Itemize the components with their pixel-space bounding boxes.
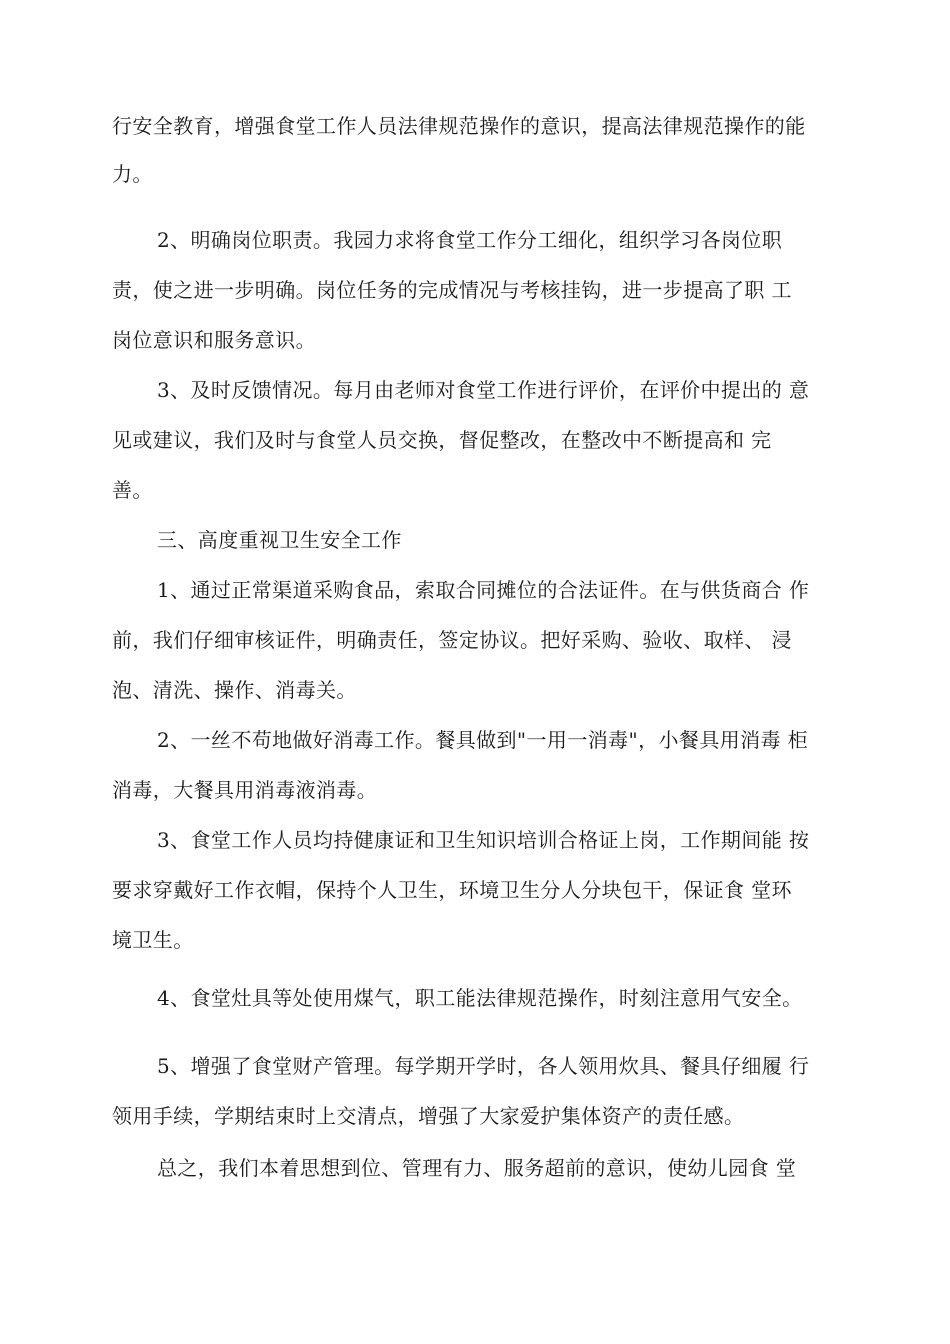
section-heading: 三、高度重视卫生安全工作 [157,528,402,552]
paragraph-line: 要求穿戴好工作衣帽，保持个人卫生，环境卫生分人分块包干，保证食 堂环 [112,878,792,902]
paragraph-line: 见或建议，我们及时与食堂人员交换，督促整改，在整改中不断提高和 完 [112,428,772,452]
paragraph-line: 3、食堂工作人员均持健康证和卫生知识培训合格证上岗，工作期间能 按 [157,828,810,852]
paragraph-line: 消毒，大餐具用消毒液消毒。 [112,778,378,802]
paragraph-line: 4、食堂灶具等处使用煤气，职工能法律规范操作，时刻注意用气安全。 [157,986,803,1010]
paragraph-line: 2、明确岗位职责。我园力求将食堂工作分工细化，组织学习各岗位职 [157,228,783,252]
paragraph-line: 1、通过正常渠道采购食品，索取合同摊位的合法证件。在与供货商合 作 [157,578,810,602]
paragraph-line: 行安全教育，增强食堂工作人员法律规范操作的意识，提高法律规范操作的能 [112,114,806,138]
paragraph-line: 3、及时反馈情况。每月由老师对食堂工作进行评价，在评价中提出的 意 [157,378,810,402]
paragraph-line: 前，我们仔细审核证件，明确责任，签定协议。把好采购、验收、取样、 浸 [112,628,792,652]
paragraph-line: 力。 [112,162,153,186]
paragraph-line: 泡、清洗、操作、消毒关。 [112,678,357,702]
paragraph-line: 2、一丝不苟地做好消毒工作。餐具做到"一用一消毒"，小餐具用消毒 柜 [157,728,809,752]
paragraph-line: 善。 [112,478,153,502]
paragraph-line: 岗位意识和服务意识。 [112,328,316,352]
paragraph-line: 领用手续，学期结束时上交清点，增强了大家爱护集体资产的责任感。 [112,1104,745,1128]
paragraph-line: 总之，我们本着思想到位、管理有力、服务超前的意识，使幼儿园食 堂 [157,1156,797,1180]
paragraph-line: 5、增强了食堂财产管理。每学期开学时，各人领用炊具、餐具仔细履 行 [157,1054,810,1078]
paragraph-line: 境卫生。 [112,928,194,952]
paragraph-line: 责，使之进一步明确。岗位任务的完成情况与考核挂钩，进一步提高了职 工 [112,278,792,302]
